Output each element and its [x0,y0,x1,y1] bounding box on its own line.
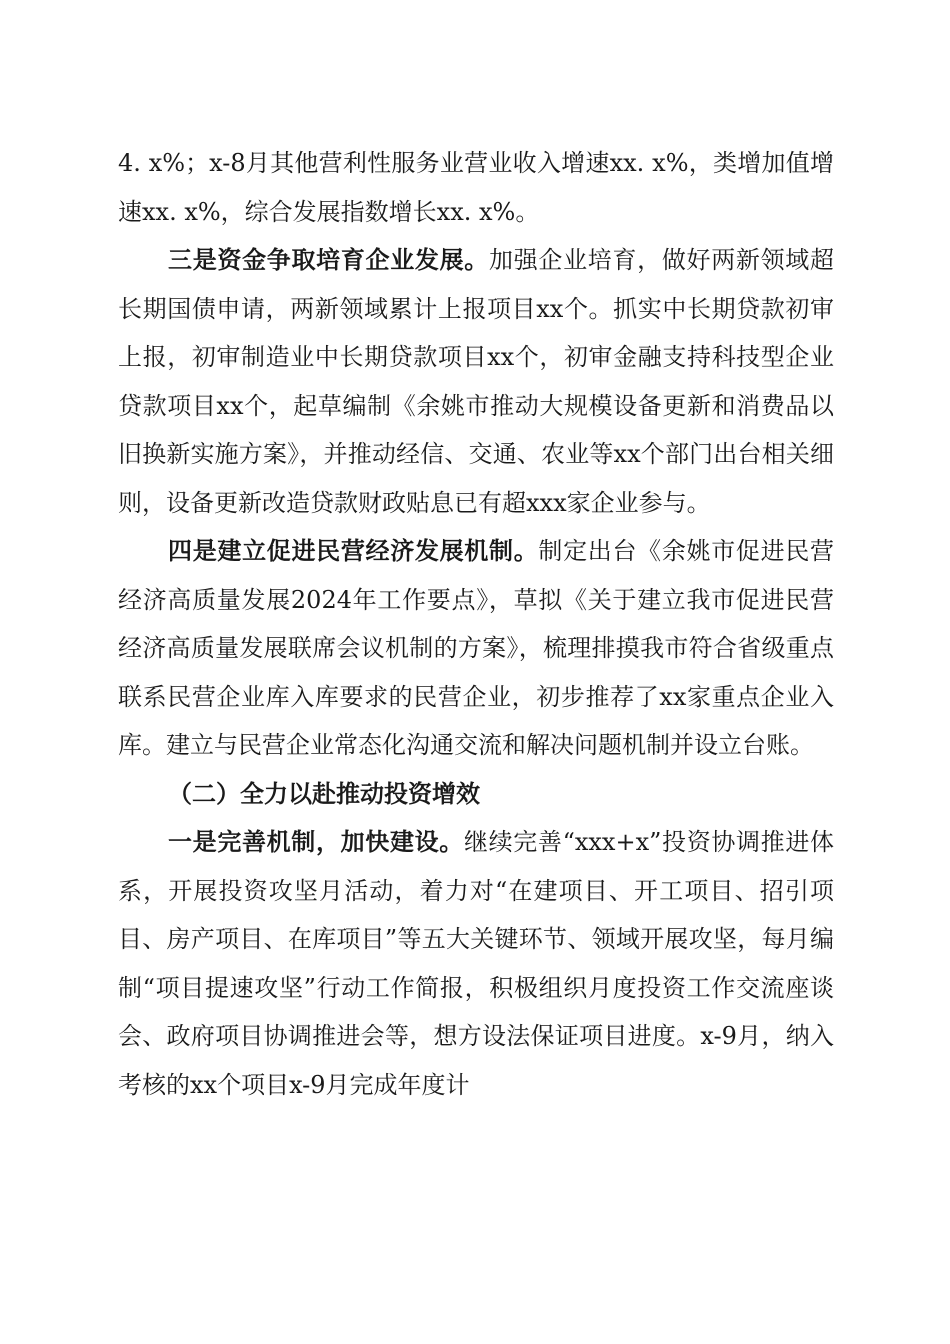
paragraph-lead: 一是完善机制，加快建设。 [168,827,464,856]
paragraph-lead: 四是建立促进民营经济发展机制。 [168,536,539,565]
paragraph-improve-mechanism [118,818,834,1109]
paragraph-continuation [118,139,834,236]
section-heading-text: （二）全力以赴推动投资增效 [168,778,480,808]
paragraph-text: 4. x%；x-8月其他营利性服务业营业收入增速xx. x%，类增加值增速xx. x%，综合发展指数增长xx. x%。 [118,149,834,226]
section-heading [118,770,834,819]
paragraph-text: 加强企业培育，做好两新领域超长期国债申请，两新领域累计上报项目xx个。抓实中长期贷款初审上报，初审制造业中长期贷款项目xx个，初审金融支持科技型企业贷款项目xx个，起草编制《余姚市推动大规模设备更新和消费品以旧换新实施方案》，并推动经信、交通、农业等xx个部门出台相关细则，设备更新改造贷款财政贴息已有超xxx家企业参与。 [118,246,834,517]
document-body [118,139,834,1109]
paragraph-text: 继续完善“xxx+x”投资协调推进体系，开展投资攻坚月活动，着力对“在建项目、开工项目、招引项目、房产项目、在库项目”等五大关键环节、领域开展攻坚，每月编制“项目提速攻坚”行动工作简报，积极组织月度投资工作交流座谈会、政府项目协调推进会等，想方设法保证项目进度。x-9月，纳入考核的xx个项目x-9月完成年度计 [118,828,834,1099]
paragraph-lead: 三是资金争取培育企业发展。 [168,245,489,274]
paragraph-private-economy-mechanism [118,527,834,770]
paragraph-funding-enterprise-growth [118,236,834,527]
paragraph-text: 制定出台《余姚市促进民营经济高质量发展2024年工作要点》，草拟《关于建立我市促进民营经济高质量发展联席会议机制的方案》，梳理排摸我市符合省级重点联系民营企业库入库要求的民营企业，初步推荐了xx家重点企业入库。建立与民营企业常态化沟通交流和解决问题机制并设立台账。 [118,537,835,759]
